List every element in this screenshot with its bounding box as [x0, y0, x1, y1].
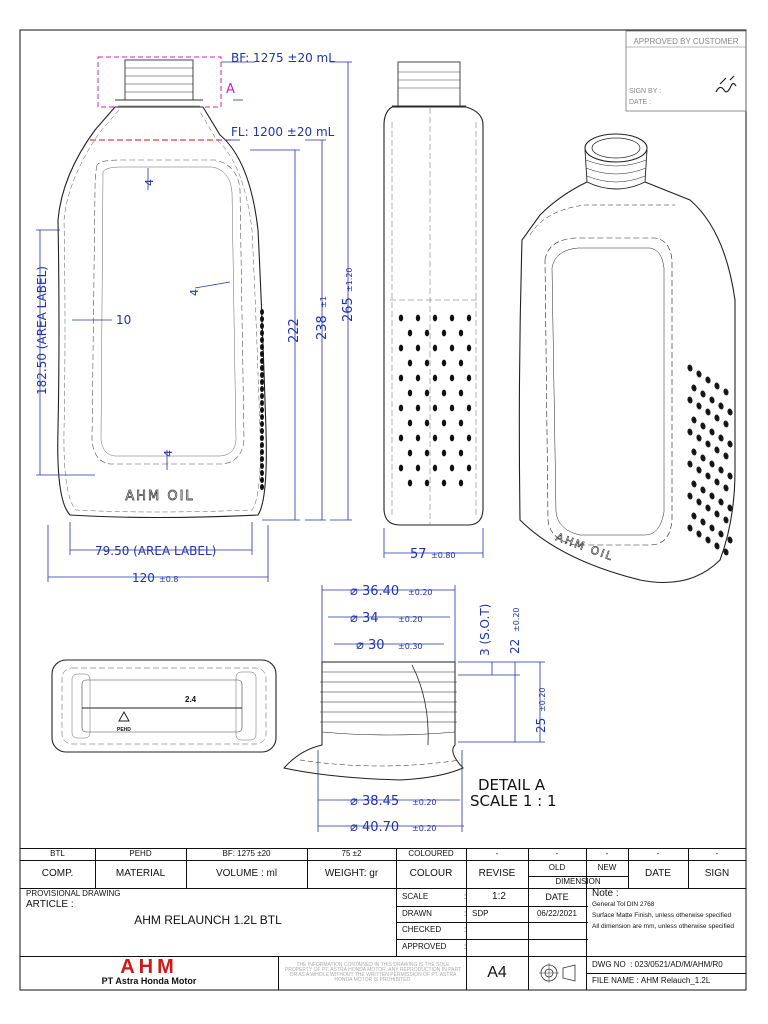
grip-dot	[467, 405, 471, 412]
grip-dot	[442, 390, 446, 397]
grip-dot	[416, 465, 420, 472]
front-dimension-texts	[35, 51, 356, 585]
dim-238-tol: ±1	[319, 296, 328, 308]
grip-texture	[260, 309, 264, 490]
grip-dot	[408, 330, 412, 337]
grip-dot	[260, 372, 264, 378]
grip-dot	[714, 511, 719, 518]
grip-dot	[723, 517, 728, 524]
grip-dot	[260, 428, 264, 434]
checked-label: CHECKED	[402, 925, 442, 935]
height-22: 22	[508, 638, 522, 654]
grip-dot	[727, 473, 732, 480]
colour-value: COLOURED	[408, 848, 454, 858]
area-label-height: 182.50 (AREA LABEL)	[35, 266, 49, 395]
sheet-border	[20, 30, 746, 990]
dim-265-tol: ±1.20	[345, 267, 354, 292]
grip-dot	[709, 429, 714, 436]
date-heading: DATE	[545, 891, 569, 902]
grip-dot	[399, 405, 403, 412]
dia-34-tol: ±0.20	[398, 615, 423, 624]
grip-dot	[696, 499, 701, 506]
grip-dot	[260, 400, 264, 406]
file-value: AHM Relauch_1.2L	[640, 975, 711, 985]
file-name	[588, 973, 746, 989]
grip-dot	[408, 360, 412, 367]
company-logo	[20, 957, 278, 977]
grip-dot	[459, 330, 463, 337]
approval-date: DATE :	[629, 99, 652, 106]
dia-36-40-tol: ±0.20	[408, 588, 433, 597]
scale-value: 1:2	[492, 891, 506, 903]
date-field: 06/22/2021	[536, 908, 578, 918]
date-label: DATE	[645, 867, 671, 879]
grip-dot	[700, 487, 705, 494]
side-depth-tol: ±0.80	[431, 551, 456, 560]
grip-dot	[691, 417, 696, 424]
grip-dot	[260, 421, 264, 427]
grip-dot	[687, 461, 692, 468]
bottom-material-mark: PEHD	[117, 727, 131, 733]
grip-dot	[459, 450, 463, 457]
grip-dot	[260, 309, 264, 315]
dwg-value: : 023/0521/AD/M/AHM/R0	[630, 959, 723, 969]
drawn-label: DRAWN	[402, 908, 432, 918]
detail-marker-a: A	[226, 82, 235, 97]
volume-value: BF: 1275 ±20	[222, 848, 271, 858]
grip-dot	[442, 330, 446, 337]
grip-dot	[442, 450, 446, 457]
company-logo-text: AHM	[120, 955, 178, 978]
detail-a-texts	[350, 584, 557, 835]
grip-dot	[700, 423, 705, 430]
grip-dot	[260, 435, 264, 441]
grip-dot	[718, 499, 723, 506]
grip-dot	[425, 480, 429, 487]
grip-dot	[714, 415, 719, 422]
grip-dot	[727, 409, 732, 416]
grip-dot	[442, 360, 446, 367]
grip-dot	[260, 456, 264, 462]
grip-dot	[691, 385, 696, 392]
front-logo: AHM OIL	[125, 489, 195, 504]
grip-dot	[399, 465, 403, 472]
wall-4-bottom: 4	[162, 450, 175, 457]
note-3: All dimension are mm, unless otherwise specified	[592, 922, 734, 930]
dia-30-tol: ±0.30	[398, 642, 423, 651]
dia-38-45-tol: ±0.20	[412, 798, 437, 807]
provisional-drawing: PROVISIONAL DRAWING	[26, 888, 121, 898]
grip-dot	[727, 505, 732, 512]
dia-36-40: ⌀ 36.40	[350, 584, 400, 599]
grip-dot	[408, 480, 412, 487]
grip-dot	[714, 383, 719, 390]
grip-dot	[459, 360, 463, 367]
grip-dot	[450, 345, 454, 352]
drawn-colon: :	[464, 908, 467, 918]
bf-label: BF: 1275 ±20 mL	[231, 51, 335, 65]
grip-dot	[705, 441, 710, 448]
grip-dot	[723, 485, 728, 492]
scale-colon: :	[464, 892, 467, 902]
approved-colon: :	[464, 942, 467, 952]
grip-dot	[467, 375, 471, 382]
grip-dot	[399, 315, 403, 322]
grip-dot	[467, 435, 471, 442]
iso-grip-texture	[687, 365, 732, 556]
sot: 3 (S.O.T)	[478, 603, 492, 656]
grip-dot	[260, 337, 264, 343]
date-value: -	[656, 848, 660, 858]
grip-dot	[723, 549, 728, 556]
grip-dot	[687, 397, 692, 404]
article-label: ARTICLE :	[26, 898, 74, 910]
dia-40-70-tol: ±0.20	[412, 824, 437, 833]
grip-dot	[260, 330, 264, 336]
grip-dot	[700, 519, 705, 526]
grip-dot	[260, 477, 264, 483]
paper-size: A4	[487, 963, 507, 981]
scale-label: SCALE	[402, 892, 429, 902]
grip-dot	[718, 435, 723, 442]
grip-dot	[705, 377, 710, 384]
grip-dot	[709, 397, 714, 404]
comp-value: BTL	[50, 848, 65, 858]
grip-dot	[459, 420, 463, 427]
dimension-label: DIMENSION	[555, 876, 601, 886]
weight-value: 75 ±2	[341, 848, 362, 858]
signature-icon	[716, 76, 736, 92]
side-view	[384, 62, 483, 525]
grip-dot	[450, 435, 454, 442]
bottom-view	[52, 660, 276, 752]
grip-dot	[687, 525, 692, 532]
dim-238: 238	[315, 315, 330, 340]
grip-dot	[687, 365, 692, 372]
checked-colon: :	[464, 925, 467, 935]
dia-34: ⌀ 34	[350, 611, 379, 626]
area-label-width: 79.50 (AREA LABEL)	[95, 544, 217, 558]
width-120: 120	[132, 571, 155, 585]
approval-title: APPROVED BY CUSTOMER	[633, 37, 739, 46]
grip-dot	[705, 505, 710, 512]
grip-dot	[450, 375, 454, 382]
grip-dot	[709, 461, 714, 468]
dia-40-70: ⌀ 40.70	[350, 820, 400, 835]
grip-dot	[450, 315, 454, 322]
grip-dot	[714, 479, 719, 486]
grip-dot	[459, 480, 463, 487]
revise-label: REVISE	[478, 867, 516, 879]
grip-dot	[433, 465, 437, 472]
grip-dot	[723, 453, 728, 460]
drawn-value: SDP	[472, 908, 489, 918]
note-1: General Tol DIN 2768	[592, 900, 655, 908]
grip-dot	[450, 465, 454, 472]
grip-dot	[718, 467, 723, 474]
grip-dot	[727, 537, 732, 544]
grip-dot	[723, 389, 728, 396]
dia-30: ⌀ 30	[356, 638, 385, 653]
grip-dot	[260, 358, 264, 364]
article-name: AHM RELAUNCH 1.2L BTL	[134, 912, 282, 927]
grip-dot	[399, 375, 403, 382]
grip-dot	[260, 379, 264, 385]
grip-dot	[705, 473, 710, 480]
wall-4-mid: 4	[188, 289, 201, 296]
approval-box	[626, 31, 746, 111]
comp-label: COMP.	[41, 867, 74, 879]
grip-dot	[260, 442, 264, 448]
grip-dot	[687, 493, 692, 500]
grip-dot	[691, 449, 696, 456]
grip-dot	[442, 420, 446, 427]
old-value: -	[555, 848, 559, 858]
grip-dot	[718, 531, 723, 538]
dwg-no	[588, 957, 746, 973]
grip-dot	[425, 450, 429, 457]
grip-dot	[709, 493, 714, 500]
detail-a-title: DETAIL A	[478, 776, 546, 794]
new-value: -	[605, 848, 609, 858]
grip-dot	[467, 345, 471, 352]
confidential-notice: THE INFORMATION CONTAINED IN THIS DRAWING IS THE SOLE PROPERTY OF PT. ASTRA HONDA MOTOR. ANY REPRODUCTION IN PART OR AS A WHOLE WITHOUT THE WRITTEN PERMISSION OF PT. ASTRA HONDA MOTOR IS PROHIBITED.	[284, 961, 462, 984]
grip-dot	[260, 463, 264, 469]
side-grip-texture	[399, 315, 471, 487]
old-label: OLD	[548, 862, 566, 872]
grip-dot	[416, 345, 420, 352]
grip-dot	[425, 360, 429, 367]
grip-dot	[691, 481, 696, 488]
recycle-icon	[119, 712, 129, 721]
grip-dot	[700, 455, 705, 462]
grip-dot	[260, 365, 264, 371]
grip-dot	[260, 393, 264, 399]
grip-dot	[696, 403, 701, 410]
third-angle-projection-icon	[537, 962, 577, 984]
grip-dot	[416, 375, 420, 382]
grip-dot	[408, 390, 412, 397]
side-depth: 57	[410, 547, 427, 562]
grip-dot	[433, 435, 437, 442]
grip-dot	[260, 470, 264, 476]
projection-icon	[528, 957, 586, 989]
detail-a-frame	[98, 57, 221, 107]
weight-label: WEIGHT: gr	[324, 867, 379, 879]
approved-label: APPROVED	[402, 942, 447, 952]
grip-dot	[399, 345, 403, 352]
dim-265: 265	[341, 297, 356, 322]
sign-value: -	[715, 848, 719, 858]
grip-dot	[433, 375, 437, 382]
material-value: PEHD	[129, 848, 152, 858]
grip-dot	[425, 420, 429, 427]
grip-dot	[433, 405, 437, 412]
height-25: 25	[534, 717, 548, 733]
sign-label: SIGN	[704, 867, 730, 879]
grip-dot	[399, 435, 403, 442]
grip-dot	[687, 429, 692, 436]
grip-dot	[696, 435, 701, 442]
wall-10: 10	[116, 313, 132, 327]
height-25-tol: ±0.20	[538, 687, 547, 712]
iso-logo: AHM OIL	[553, 530, 616, 564]
grip-dot	[260, 484, 264, 490]
grip-dot	[425, 390, 429, 397]
grip-dot	[425, 330, 429, 337]
grip-dot	[696, 371, 701, 378]
wall-4-top: 4	[143, 179, 156, 186]
dwg-label: DWG NO	[592, 959, 626, 969]
company-name: PT Astra Honda Motor	[101, 975, 197, 986]
grip-dot	[450, 405, 454, 412]
grip-dot	[459, 390, 463, 397]
grip-dot	[433, 315, 437, 322]
grip-dot	[408, 450, 412, 457]
grip-dot	[260, 414, 264, 420]
note-title: Note :	[592, 888, 619, 900]
fl-label: FL: 1200 ±20 mL	[231, 125, 335, 139]
grip-dot	[691, 513, 696, 520]
grip-dot	[416, 405, 420, 412]
grip-dot	[260, 407, 264, 413]
grip-dot	[714, 447, 719, 454]
grip-dot	[416, 315, 420, 322]
grip-dot	[408, 420, 412, 427]
dim-222: 222	[287, 318, 302, 343]
grip-dot	[700, 391, 705, 398]
grip-dot	[714, 543, 719, 550]
revise-value: -	[495, 848, 499, 858]
grip-dot	[433, 345, 437, 352]
grip-dot	[696, 531, 701, 538]
isometric-view	[519, 134, 735, 583]
grip-dot	[727, 441, 732, 448]
note-2: Surface Matte Finish, unless otherwise specified	[592, 911, 732, 919]
grip-dot	[260, 344, 264, 350]
grip-dot	[705, 409, 710, 416]
grip-dot	[260, 323, 264, 329]
file-label: FILE NAME :	[592, 975, 639, 985]
grip-dot	[260, 449, 264, 455]
approval-sign-by: SIGN BY :	[629, 88, 662, 95]
grip-dot	[260, 386, 264, 392]
grip-dot	[705, 537, 710, 544]
width-120-tol: ±0.8	[159, 575, 179, 584]
detail-a-scale: SCALE 1 : 1	[470, 792, 557, 810]
colour-label: COLOUR	[409, 867, 453, 879]
grip-dot	[718, 403, 723, 410]
bottom-thickness: 2.4	[185, 695, 197, 704]
grip-dot	[696, 467, 701, 474]
detail-a-view	[284, 662, 463, 780]
grip-dot	[709, 525, 714, 532]
grip-dot	[260, 351, 264, 357]
grip-dot	[416, 435, 420, 442]
dia-38-45: ⌀ 38.45	[350, 794, 400, 809]
grip-dot	[723, 421, 728, 428]
new-label: NEW	[597, 862, 617, 872]
height-22-tol: ±0.20	[512, 607, 521, 632]
material-label: MATERIAL	[115, 867, 166, 879]
grip-dot	[260, 316, 264, 322]
grip-dot	[442, 480, 446, 487]
grip-dot	[467, 315, 471, 322]
grip-dot	[467, 465, 471, 472]
volume-label: VOLUME : ml	[215, 867, 278, 879]
